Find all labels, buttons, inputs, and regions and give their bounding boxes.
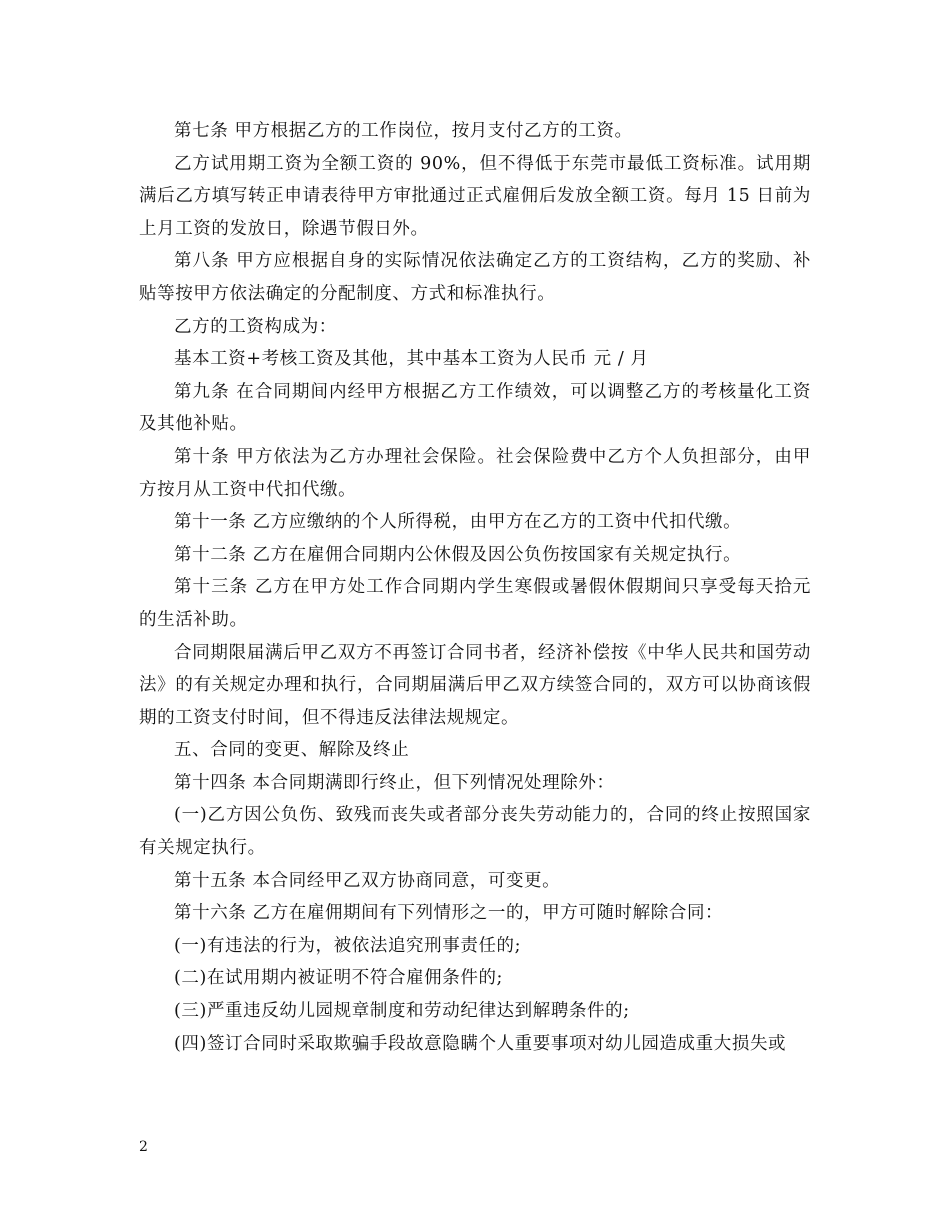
paragraph-article-15: 第十五条 本合同经甲乙双方协商同意，可变更。 — [174, 870, 561, 891]
paragraph-article-11: 第十一条 乙方应缴纳的个人所得税，由甲方在乙方的工资中代扣代缴。 — [174, 512, 742, 533]
paragraph-article-16: 第十六条 乙方在雇佣期间有下列情形之一的，甲方可随时解除合同： — [174, 903, 724, 924]
paragraph-article-8: 第八条 甲方应根据自身的实际情况依法确定乙方的工资结构，乙方的奖励、补贴等按甲方依法确定的分配制度、方式和标准执行。 — [139, 251, 811, 304]
paragraph-article-16-item-4: (四)签订合同时采取欺骗手段故意隐瞒个人重要事项对幼儿园造成重大损失或 — [174, 1033, 787, 1054]
paragraph-article-10: 第十条 甲方依法为乙方办理社会保险。社会保险费中乙方个人负担部分，由甲方按月从工资中代扣代缴。 — [139, 446, 811, 500]
paragraph-article-9: 第九条 在合同期间内经甲方根据乙方工作绩效，可以调整乙方的考核量化工资及其他补贴。 — [139, 381, 811, 435]
paragraph-article-16-item-2: (二)在试用期内被证明不符合雇佣条件的; — [174, 968, 504, 989]
paragraph-article-14: 第十四条 本合同期满即行终止，但下列情况处理除外： — [174, 772, 615, 793]
paragraph-basic-wage: 基本工资+考核工资及其他，其中基本工资为人民币 元 / 月 — [174, 349, 649, 370]
paragraph-article-16-item-3: (三)严重违反幼儿园规章制度和劳动纪律达到解聘条件的; — [174, 1001, 630, 1022]
section-heading-5: 五、合同的变更、解除及终止 — [174, 740, 410, 761]
paragraph-article-16-item-1: (一)有违法的行为，被依法追究刑事责任的; — [174, 935, 522, 956]
paragraph-article-12: 第十二条 乙方在雇佣合同期内公休假及因公负伤按国家有关规定执行。 — [174, 544, 742, 565]
paragraph-article-7: 第七条 甲方根据乙方的工作岗位，按月支付乙方的工资。 — [174, 121, 633, 141]
page-number: 2 — [139, 1139, 148, 1155]
paragraph-wage-structure: 乙方的工资构成为： — [174, 316, 337, 337]
paragraph-article-13: 第十三条 乙方在甲方处工作合同期内学生寒假或暑假休假期间只享受每天拾元的生活补助。 — [139, 577, 811, 630]
paragraph-contract-expiry: 合同期限届满后甲乙双方不再签订合同书者，经济补偿按《中华人民共和国劳动法》的有关规定办理和执行，合同期届满后甲乙双方续签合同的，双方可以协商该假期的工资支付时间，但不得违反法律法规规定。 — [139, 642, 811, 728]
paragraph-article-14-item-1: (一)乙方因公负伤、致残而丧失或者部分丧失劳动能力的，合同的终止按照国家有关规定执行。 — [139, 805, 811, 859]
document-body — [139, 115, 811, 1060]
paragraph-probation-wage: 乙方试用期工资为全额工资的 90%，但不得低于东莞市最低工资标准。试用期满后乙方填写转正申请表待甲方审批通过正式雇佣后发放全额工资。每月 15 日前为上月工资的发放日，除遇节假日外。 — [139, 153, 811, 239]
